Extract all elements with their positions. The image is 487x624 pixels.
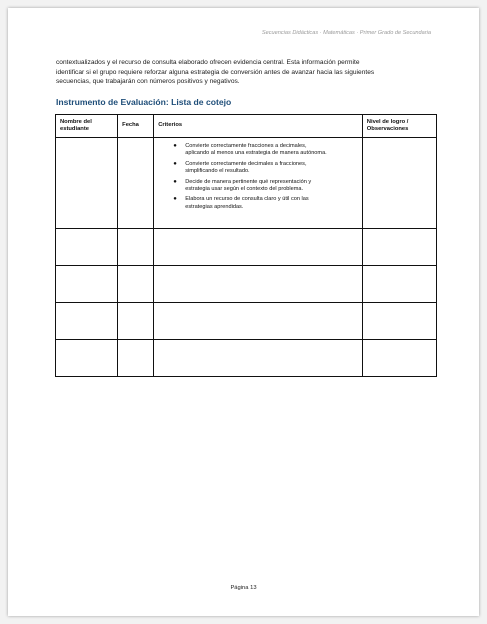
cell-date[interactable] [118,266,154,303]
criteria-text: estrategia usar según el contexto del problema. [185,186,304,193]
header-level-observations [362,115,436,138]
table-row [56,340,437,377]
cell-date[interactable] [118,340,154,377]
table-row [56,266,437,303]
criteria-list [155,143,361,211]
header-text: Nombre del [60,118,92,125]
criteria-item [173,160,355,176]
cell-criteria [154,138,363,229]
criteria-text: Elabora un recurso de consulta claro y útil con las [185,196,309,203]
cell-criteria[interactable] [154,266,363,303]
header-criteria [154,115,363,138]
criteria-text: aplicando al menos una estrategia de manera autónoma. [185,150,327,157]
cell-criteria[interactable] [154,229,363,266]
header-text: Nivel de logro / [366,118,409,125]
cell-level-observations[interactable] [362,340,436,377]
cell-student-name[interactable] [56,266,118,303]
intro-paragraph [56,58,436,87]
page-number: Página 13 [230,585,257,591]
table-row [56,303,437,340]
criteria-item [173,178,355,194]
table-row [56,229,437,266]
document-page [8,8,479,616]
cell-student-name[interactable] [56,138,118,229]
cell-level-observations[interactable] [362,138,436,229]
cell-student-name[interactable] [56,303,118,340]
criteria-item [173,143,355,158]
cell-level-observations[interactable] [362,266,436,303]
header-text: Criterios [158,122,183,129]
criteria-item [173,196,355,211]
criteria-text: estrategias aprendidas. [185,203,244,210]
running-header: Secuencias Didácticas · Matemáticas · Primer Grado de Secundaria [261,30,431,36]
table-row [56,138,437,229]
header-text: Observaciones [366,126,409,132]
cell-date[interactable] [118,138,154,229]
header-text: estudiante [60,126,89,132]
header-date [118,115,154,138]
bullet-icon: ● [173,178,177,185]
bullet-icon: ● [173,160,177,167]
checklist-table [55,114,437,377]
cell-date[interactable] [118,229,154,266]
intro-line: secuencias, que trabajarán con números positivos y negativos. [56,78,240,86]
criteria-text: Convierte correctamente decimales a fracciones, [185,160,307,167]
cell-level-observations[interactable] [362,303,436,340]
cell-criteria[interactable] [154,303,363,340]
criteria-text: simplificando el resultado. [185,168,250,175]
cell-date[interactable] [118,303,154,340]
criteria-text: Convierte correctamente fracciones a decimales, [185,143,307,149]
criteria-text: Decide de manera pertinente qué representación y [185,178,312,185]
cell-level-observations[interactable] [362,229,436,266]
intro-line: contextualizados y el recurso de consulta elaborado ofrecen evidencia central. Esta información permite [56,59,360,66]
table-header-row [56,115,437,138]
header-text: Fecha [122,122,139,129]
bullet-icon: ● [173,196,177,203]
intro-line: identificar si el grupo requiere reforzar alguna estrategia de conversión antes de avanzar hacia las siguientes [56,68,375,76]
cell-student-name[interactable] [56,229,118,266]
section-title: Instrumento de Evaluación: Lista de cotejo [56,97,232,107]
cell-criteria[interactable] [154,340,363,377]
cell-student-name[interactable] [56,340,118,377]
header-student-name [56,115,118,138]
bullet-icon: ● [173,143,177,149]
